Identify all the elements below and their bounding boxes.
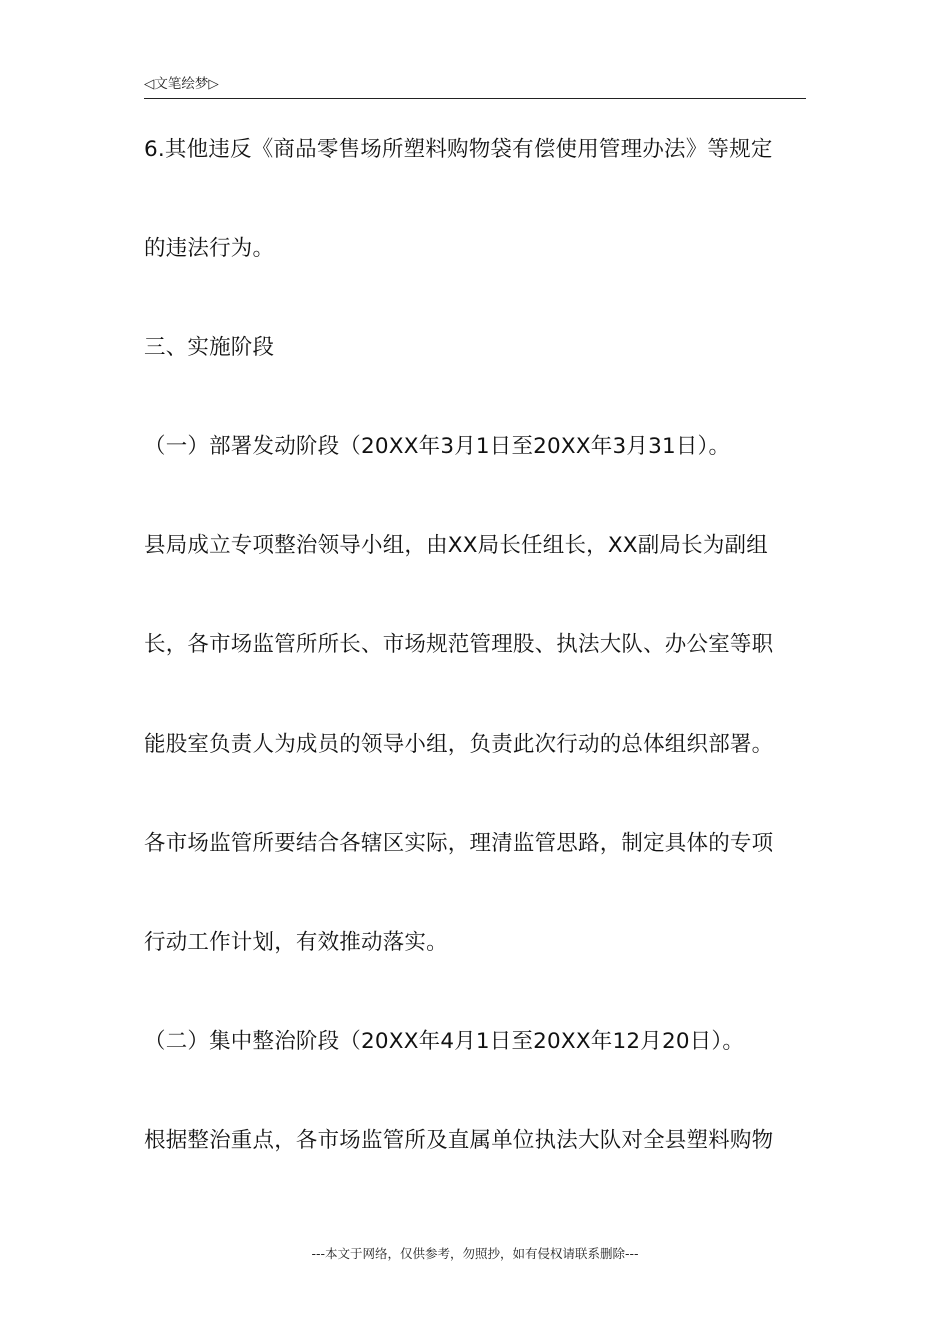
body-line: 6.其他违反《商品零售场所塑料购物袋有偿使用管理办法》等规定 bbox=[144, 137, 773, 162]
body-line: 能股室负责人为成员的领导小组，负责此次行动的总体组织部署。 bbox=[144, 732, 774, 757]
body-line: 的违法行为。 bbox=[144, 236, 275, 261]
body-line: 长，各市场监管所所长、市场规范管理股、执法大队、办公室等职 bbox=[144, 632, 774, 657]
subsection-heading: （二）集中整治阶段（20XX年4月1日至20XX年12月20日）。 bbox=[144, 1029, 745, 1054]
body-line: 行动工作计划，有效推动落实。 bbox=[144, 930, 448, 955]
page-header bbox=[144, 72, 806, 99]
body-line: 各市场监管所要结合各辖区实际，理清监管思路，制定具体的专项 bbox=[144, 831, 774, 856]
page-footer: ---本文于网络，仅供参考，勿照抄，如有侵权请联系删除--- bbox=[311, 1246, 639, 1261]
header-title: ◁文笔绘梦▷ bbox=[144, 76, 219, 92]
body-line: 县局成立专项整治领导小组，由XX局长任组长，XX副局长为副组 bbox=[144, 533, 768, 558]
body-line: 根据整治重点，各市场监管所及直属单位执法大队对全县塑料购物 bbox=[144, 1128, 774, 1153]
section-heading: 三、实施阶段 bbox=[144, 335, 275, 360]
subsection-heading: （一）部署发动阶段（20XX年3月1日至20XX年3月31日）。 bbox=[144, 434, 731, 459]
